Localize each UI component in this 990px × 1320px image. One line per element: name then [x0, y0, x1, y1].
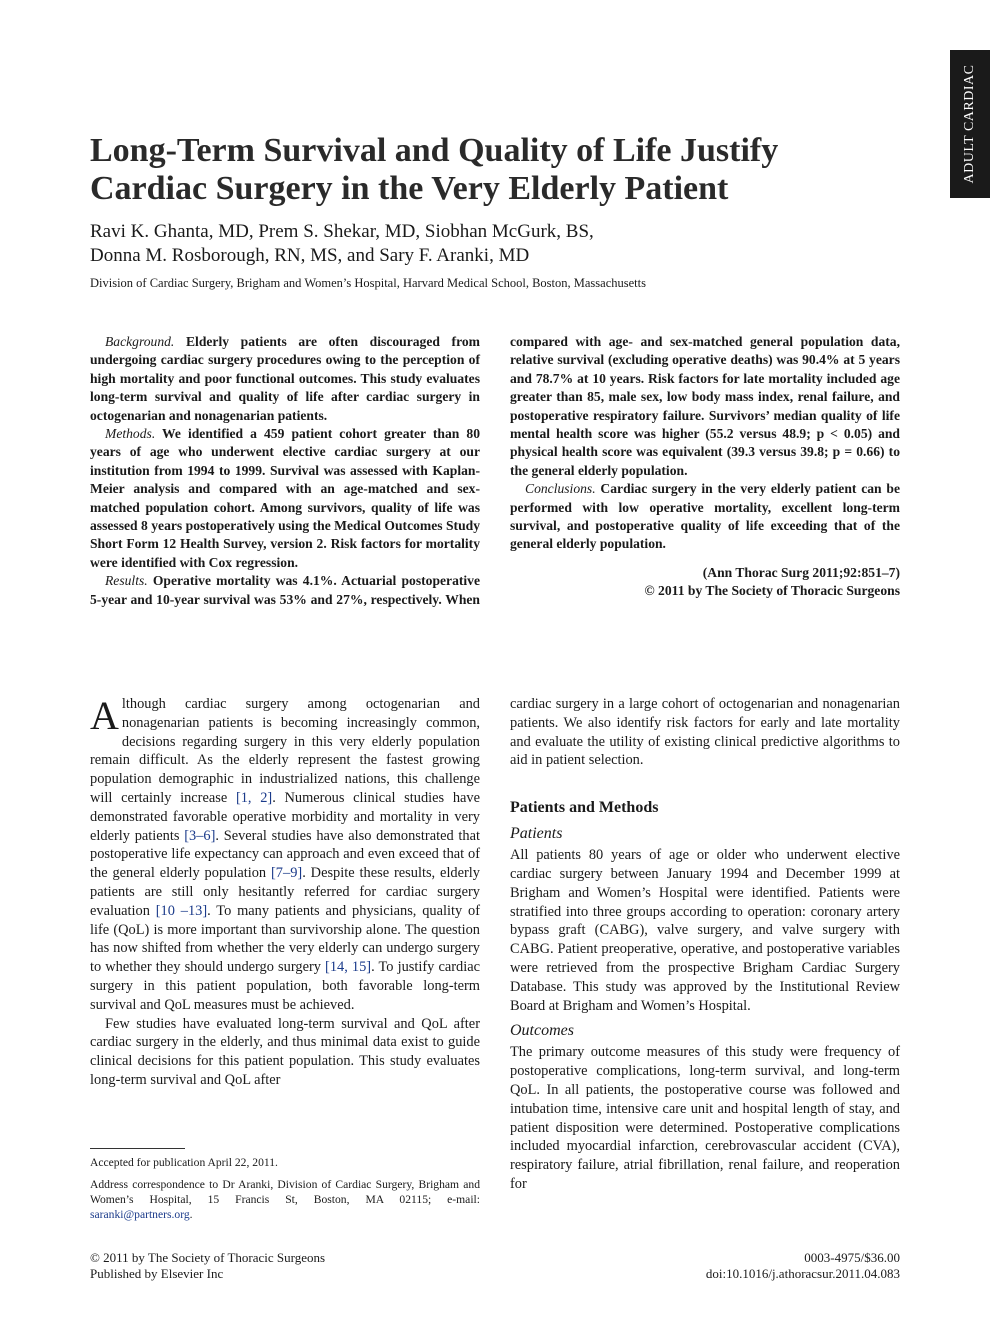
results-label: Results. [105, 573, 148, 589]
article-title: Long-Term Survival and Quality of Life Justify Cardiac Surgery in the Very Elderly Patient [90, 132, 779, 207]
footer-right [500, 1250, 900, 1281]
authors-line-1: Ravi K. Ghanta, MD, Prem S. Shekar, MD, Siobhan McGurk, BS, [90, 221, 594, 242]
intro-text-a: lthough cardiac surgery among octogenarian and nonagenarian patients is becoming increasingly common, decisions regarding surgery in this very elderly population remain difficult. As the elderly represent the fastest growing population demographic in industrialized nations, this challenge will certainly increase [90, 696, 480, 806]
intro-paragraph-continued: cardiac surgery in a large cohort of octogenarian and nonagenarian patients. We also identify risk factors for early and late mortality and evaluate the utility of existing clinical predictive algorithms to aid in patient selection. [510, 696, 900, 769]
abstract [90, 333, 900, 609]
abstract-background [90, 333, 480, 425]
body-column-left [90, 695, 480, 1090]
body-column-right [510, 695, 900, 1194]
correspondence-end: . [189, 1208, 193, 1221]
section-heading: Patients and Methods [510, 799, 659, 817]
affiliation: Division of Cardiac Surgery, Brigham and Women’s Hospital, Harvard Medical School, Boston, Massachusetts [90, 276, 646, 290]
intro-text-e: . To many patients and physicians, quality of life (QoL) is more important than survivorship alone. The question has now shifted from whether the very elderly can undergo surgery to whether they should undergo surgery [90, 902, 480, 976]
reference-link[interactable]: [10 –13] [155, 902, 208, 919]
results-text: Operative mortality was 4.1%. Actuarial postoperative 5-year and 10-year survival was 53% and 27%, respectively. When compared with age- and sex-matched general population data, relative survival (excluding operative deaths) was 90.4% at 5 years and 78.7% at 10 years. Risk factors for late mortality included age greater than 85, male sex, low body mass index, renal failure, and postoperative respiratory failure. Survivors’ median quality of life mental health score was higher (55.2 versus 48.9; p < 0.05) and physical health score was equivalent (39.3 versus 39.8; p = 0.66) to the general elderly population. [90, 334, 900, 607]
background-label: Background. [105, 334, 175, 349]
footnote-divider [90, 1148, 185, 1149]
intro-text-b: . Numerous clinical studies have demonstrated favorable operative morbidity and mortality in very elderly patients [90, 789, 480, 844]
subsection-heading-patients: Patients [510, 825, 563, 843]
accepted-note: Accepted for publication April 22, 2011. [90, 1156, 278, 1169]
footer-publisher: Published by Elsevier Inc [90, 1265, 224, 1281]
drop-cap: A [90, 693, 119, 738]
email-link[interactable]: saranki@partners.org [90, 1208, 190, 1221]
abstract-citation-block [510, 564, 900, 601]
intro-text-d: . Despite these results, elderly patients are still only hesitantly referred for cardiac surgery evaluation [90, 865, 481, 919]
patients-paragraph: All patients 80 years of age or older who underwent elective cardiac surgery between January 1994 and December 1999 at Brigham and Women’s Hospital were identified. Patients were stratified into three groups according to operation: coronary artery bypass graft (CABG), valve surgery, and valve surgery with CABG. Patient preoperative, operative, and postoperative variables were retrieved from the prospective Brigham Cardiac Surgery Database. This study was approved by the Institutional Review Board at Brigham and Women’s Hospital. [510, 847, 900, 1014]
conclusions-text: Cardiac surgery in the very elderly patient can be performed with low operative mortality, excellent long-term survival, and postoperative quality of life exceeding that of the general elderly population. [510, 481, 900, 552]
abstract-methods [90, 425, 480, 572]
intro-paragraph-2: Few studies have evaluated long-term survival and QoL after cardiac surgery in the elderly, and thus minimal data exist to guide clinical decisions for this patient population. This study evaluates long-term survival and QoL after [90, 1015, 480, 1088]
section-tab-label: ADULT CARDIAC [962, 64, 977, 184]
outcomes-paragraph: The primary outcome measures of this study were frequency of postoperative complications, long-term survival, and long-term QoL. In all patients, the postoperative course was followed and intubation time, intensive care unit and hospital length of stay, and patient disposition were determined. Postoperative complications included myocardial infarction, cerebrovascular accident (CVA), respiratory failure, atrial fibrillation, renal failure, and reoperation for [510, 1044, 900, 1192]
conclusions-label: Conclusions. [525, 481, 596, 497]
methods-label: Methods. [105, 426, 156, 442]
abstract-copyright: © 2011 by The Society of Thoracic Surgeons [644, 583, 900, 599]
methods-text: We identified a 459 patient cohort greater than 80 years of age who underwent elective cardiac surgery at our institution from 1994 to 1999. Survival was assessed with Kaplan-Meier analysis and compared with an age-matched and sex-matched population cohort. Among survivors, quality of life was assessed 8 years postoperatively using the Medical Outcomes Study Short Form 12 Health Survey, version 2. Risk factors for mortality were identified with Cox regression. [90, 426, 480, 570]
authors-line-2: Donna M. Rosborough, RN, MS, and Sary F. Aranki, MD [90, 245, 530, 266]
footer-issn: 0003-4975/$36.00 [804, 1250, 900, 1265]
footer-copyright: © 2011 by The Society of Thoracic Surgeons [90, 1250, 326, 1265]
reference-link[interactable]: [7–9] [271, 865, 303, 882]
author-list [90, 220, 790, 268]
footnotes [90, 1148, 480, 1229]
reference-link[interactable]: [1, 2] [235, 789, 273, 806]
intro-paragraph-1 [90, 695, 480, 1015]
section-tab [950, 50, 990, 198]
subsection-heading-outcomes: Outcomes [510, 1022, 574, 1040]
journal-citation: (Ann Thorac Surg 2011;92:851–7) [702, 564, 900, 580]
intro-text-f: . To justify cardiac surgery in this patient population, both favorable long-term survival and QoL measures must be achieved. [90, 959, 480, 1013]
reference-link[interactable]: [14, 15] [325, 959, 372, 976]
reference-link[interactable]: [3–6] [184, 827, 216, 844]
footer-doi: doi:10.1016/j.athoracsur.2011.04.083 [705, 1265, 900, 1281]
footer-left [90, 1250, 490, 1281]
correspondence-text: Address correspondence to Dr Aranki, Division of Cardiac Surgery, Brigham and Women’s Hospital, 15 Francis St, Boston, MA 02115; e-mail: [90, 1178, 480, 1206]
background-text: Elderly patients are often discouraged from undergoing cardiac surgery procedures owing to the perception of high mortality and poor functional outcomes. This study evaluates long-term survival and quality of life after cardiac surgery in octogenarian and nonagenarian patients. [90, 334, 480, 423]
abstract-conclusions [510, 480, 900, 554]
correspondence-note [90, 1177, 480, 1222]
intro-text-c: . Several studies have also demonstrated that postoperative life expectancy can approach and even exceed that of the general elderly population [90, 827, 480, 882]
